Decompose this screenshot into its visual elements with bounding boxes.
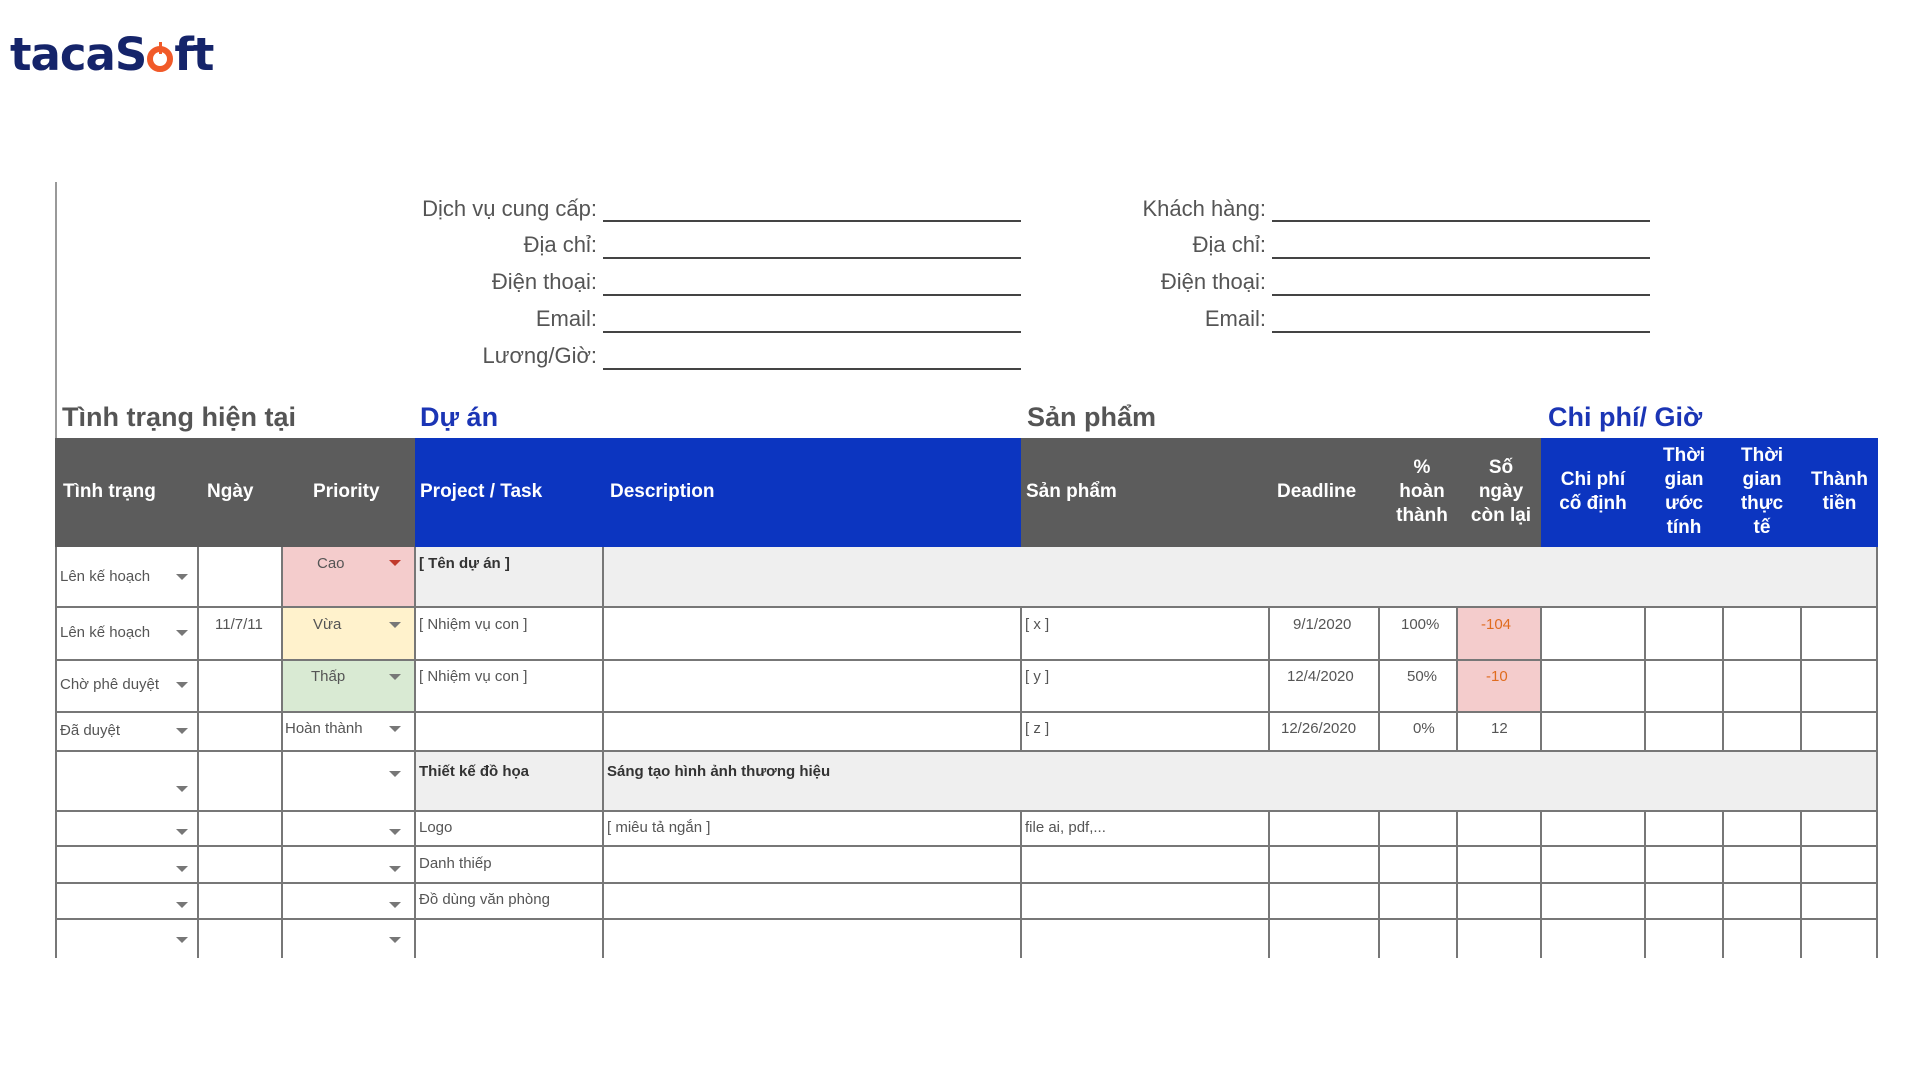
chevron-down-icon[interactable] — [389, 560, 401, 566]
header-description: Description — [610, 481, 715, 502]
chevron-down-icon[interactable] — [176, 866, 188, 872]
grid-line — [602, 547, 604, 958]
provider-phone-label: Điện thoại: — [491, 269, 597, 294]
grid-line — [1540, 608, 1542, 751]
days-left-cell: -10 — [1486, 668, 1508, 685]
days-left-cell: 12 — [1491, 720, 1508, 737]
product-cell[interactable]: [ y ] — [1025, 668, 1050, 685]
task-name[interactable]: Đồ dùng văn phòng — [419, 891, 550, 908]
provider-email-row — [300, 300, 597, 334]
chevron-down-icon[interactable] — [389, 866, 401, 872]
client-address-label: Địa chỉ: — [1192, 232, 1266, 257]
chevron-down-icon[interactable] — [176, 630, 188, 636]
chevron-down-icon[interactable] — [389, 674, 401, 680]
client-email-input[interactable] — [1272, 331, 1650, 333]
priority-select[interactable]: Hoàn thành — [285, 720, 363, 737]
grid-line — [1020, 810, 1022, 958]
grid-line — [55, 659, 1878, 661]
client-name-label: Khách hàng: — [1142, 196, 1266, 221]
task-name[interactable]: Logo — [419, 819, 453, 836]
deadline-cell[interactable]: 9/1/2020 — [1293, 616, 1352, 633]
priority-high-cell[interactable] — [282, 547, 415, 606]
logo-text-start: tacaS — [10, 28, 147, 81]
deadline-cell[interactable]: 12/4/2020 — [1287, 668, 1354, 685]
grid-line — [55, 750, 1878, 752]
header-product: Sản phẩm — [1026, 481, 1117, 502]
chevron-down-icon[interactable] — [176, 829, 188, 835]
chevron-down-icon[interactable] — [389, 726, 401, 732]
header-status: Tình trạng — [63, 481, 156, 502]
grid-line — [1876, 547, 1878, 958]
header-task: Project / Task — [420, 481, 543, 502]
grid-line — [1722, 608, 1724, 751]
grid-line — [55, 547, 57, 958]
status-select[interactable]: Đã duyệt — [60, 722, 121, 739]
client-name-row — [1000, 190, 1266, 224]
task-name[interactable]: [ Nhiệm vụ con ] — [419, 668, 528, 685]
client-email-label: Email: — [1204, 306, 1266, 331]
grid-line — [1800, 810, 1802, 958]
provider-service-row — [300, 190, 597, 224]
task-name[interactable]: [ Nhiệm vụ con ] — [419, 616, 528, 633]
client-phone-label: Điện thoại: — [1160, 269, 1266, 294]
provider-address-row — [300, 226, 597, 260]
chevron-down-icon[interactable] — [176, 937, 188, 943]
header-status-group — [55, 438, 415, 547]
provider-phone-input[interactable] — [603, 294, 1021, 296]
grid-line — [1644, 810, 1646, 958]
left-border — [55, 182, 57, 440]
grid-line — [55, 918, 1878, 920]
chevron-down-icon[interactable] — [176, 682, 188, 688]
provider-email-input[interactable] — [603, 331, 1021, 333]
grid-line — [414, 547, 416, 958]
status-select[interactable]: Chờ phê duyệt — [60, 676, 160, 693]
chevron-down-icon[interactable] — [176, 786, 188, 792]
provider-rate-row — [300, 337, 597, 371]
header-priority: Priority — [313, 481, 380, 502]
grid-line — [55, 606, 1878, 608]
grid-line — [55, 810, 1878, 812]
provider-address-input[interactable] — [603, 257, 1021, 259]
client-phone-row — [1000, 263, 1266, 297]
priority-select[interactable]: Vừa — [313, 616, 342, 633]
product-cell[interactable]: [ z ] — [1025, 720, 1050, 737]
client-phone-input[interactable] — [1272, 294, 1650, 296]
section-cost: Chi phí/ Giờ — [1548, 402, 1703, 432]
project-name[interactable]: Thiết kế đồ họa — [419, 763, 530, 780]
chevron-down-icon[interactable] — [176, 574, 188, 580]
grid-line — [55, 882, 1878, 884]
grid-line — [197, 547, 199, 958]
header-date: Ngày — [207, 481, 254, 502]
chevron-down-icon[interactable] — [389, 771, 401, 777]
header-deadline: Deadline — [1277, 481, 1357, 502]
provider-service-input[interactable] — [603, 220, 1021, 222]
priority-select[interactable]: Thấp — [311, 668, 346, 685]
status-select[interactable]: Lên kế hoạch — [60, 568, 151, 585]
section-status: Tình trạng hiện tại — [62, 402, 296, 432]
client-email-row — [1000, 300, 1266, 334]
task-name[interactable]: Danh thiếp — [419, 855, 492, 872]
client-address-input[interactable] — [1272, 257, 1650, 259]
product-cell[interactable]: [ x ] — [1025, 616, 1050, 633]
deadline-cell[interactable]: 12/26/2020 — [1281, 720, 1357, 737]
section-project: Dự án — [420, 402, 499, 432]
header-total: Thành tiền — [1811, 469, 1868, 514]
grid-line — [55, 845, 1878, 847]
header-days-left: Số ngày còn lại — [1470, 457, 1532, 526]
grid-line — [1268, 810, 1270, 958]
task-description[interactable]: [ miêu tả ngắn ] — [607, 819, 711, 836]
percent-cell[interactable]: 50% — [1407, 668, 1438, 685]
provider-phone-row — [300, 263, 597, 297]
days-left-cell: -104 — [1481, 616, 1512, 633]
grid-line — [1378, 810, 1380, 958]
percent-cell[interactable]: 100% — [1401, 616, 1440, 633]
date-cell[interactable]: 11/7/11 — [215, 616, 263, 633]
priority-mid-cell[interactable] — [282, 608, 415, 660]
grid-line — [281, 547, 283, 958]
project-row-bg — [415, 547, 1878, 606]
provider-rate-input[interactable] — [603, 368, 1021, 370]
project2-row-bg — [415, 750, 1878, 810]
provider-service-label: Dịch vụ cung cấp: — [422, 196, 597, 221]
chevron-down-icon[interactable] — [389, 829, 401, 835]
section-product: Sản phẩm — [1027, 402, 1157, 432]
header-fixed-cost: Chi phí cố định — [1559, 469, 1627, 514]
project-name[interactable]: [ Tên dự án ] — [419, 555, 510, 572]
priority-select[interactable]: Cao — [317, 555, 345, 572]
grid-line — [1540, 810, 1542, 958]
header-product-group — [1021, 438, 1541, 547]
provider-rate-label: Lương/Giờ: — [482, 343, 597, 368]
client-address-row — [1000, 226, 1266, 260]
chevron-down-icon[interactable] — [389, 902, 401, 908]
header-est-time: Thời gian ước tính — [1663, 445, 1705, 538]
priority-low-cell[interactable] — [282, 660, 415, 712]
status-select[interactable]: Lên kế hoạch — [60, 624, 151, 641]
chevron-down-icon[interactable] — [389, 937, 401, 943]
header-percent: % hoàn thành — [1396, 457, 1448, 526]
chevron-down-icon[interactable] — [389, 622, 401, 628]
power-icon — [147, 46, 173, 72]
provider-email-label: Email: — [535, 306, 597, 331]
logo-text-end: ft — [174, 28, 214, 81]
grid-line — [1800, 608, 1802, 751]
header-actual-time: Thời gian thực tế — [1740, 445, 1784, 538]
grid-line — [1722, 810, 1724, 958]
percent-cell[interactable]: 0% — [1413, 720, 1435, 737]
grid-line — [1456, 608, 1458, 751]
grid-line — [1456, 810, 1458, 958]
grid-line — [1644, 608, 1646, 751]
provider-address-label: Địa chỉ: — [523, 232, 597, 257]
header-project-group — [415, 438, 1021, 547]
chevron-down-icon[interactable] — [176, 728, 188, 734]
client-name-input[interactable] — [1272, 220, 1650, 222]
product-cell[interactable]: file ai, pdf,... — [1025, 819, 1106, 836]
grid-line — [1268, 608, 1270, 751]
grid-line — [1020, 608, 1022, 751]
header-cost-group — [1541, 438, 1878, 547]
project-description[interactable]: Sáng tạo hình ảnh thương hiệu — [607, 763, 831, 780]
grid-line — [55, 711, 1878, 713]
tacasoft-logo — [10, 28, 213, 81]
chevron-down-icon[interactable] — [176, 902, 188, 908]
grid-line — [1378, 608, 1380, 751]
